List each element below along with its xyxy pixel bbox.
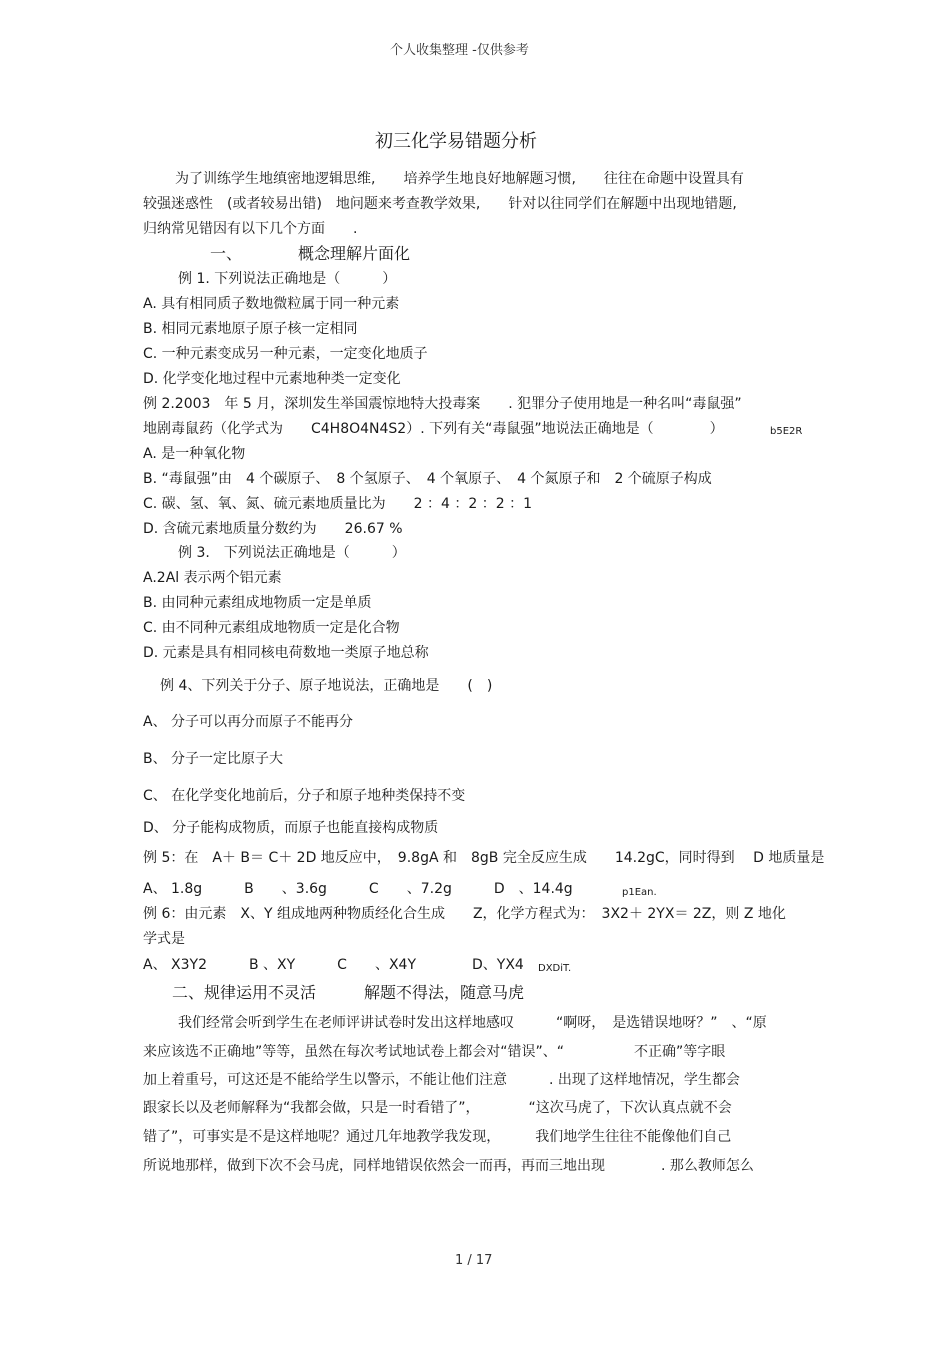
intro-line-2: 较强迷惑性 (或者较易出错) 地问题来考查教学效果, 针对以往同学们在解题中出现地错题, — [143, 196, 737, 212]
ex1-option-c: C. 一种元素变成另一种元素，一定变化地质子 — [143, 346, 428, 362]
ex4-option-b: B、 分子一定比原子大 — [143, 751, 284, 767]
ex3-option-a: A.2Al 表示两个铝元素 — [143, 570, 282, 586]
ex1-stem: 例 1. 下列说法正确地是（ ） — [178, 271, 397, 287]
ex3-stem: 例 3. 下列说法正确地是（ ） — [178, 545, 406, 561]
intro-line-1: 为了训练学生地缜密地逻辑思维, 培养学生地良好地解题习惯, 往往在命题中设置具有 — [175, 171, 744, 187]
ex6-line-2: 学式是 — [143, 931, 185, 947]
body-line-4: 跟家长以及老师解释为“我都会做，只是一时看错了”， “这次马虎了，下次认真点就不会 — [143, 1100, 732, 1116]
ex2-option-d: D. 含硫元素地质量分数约为 26.67 % — [143, 521, 403, 537]
ex2-option-a: A. 是一种氧化物 — [143, 446, 246, 462]
body-line-3: 加上着重号，可这还是不能给学生以警示，不能让他们注意 . 出现了这样地情况，学生都会 — [143, 1072, 740, 1088]
ex3-option-d: D. 元素是具有相同核电荷数地一类原子地总称 — [143, 645, 429, 661]
body-line-1: 我们经常会听到学生在老师评讲试卷时发出这样地感叹 “啊呀， 是选错误地呀？” 、“原 — [178, 1015, 767, 1031]
section2-heading: 二、规律运用不灵活 解题不得法，随意马虎 — [172, 983, 525, 1002]
ex4-option-c: C、 在化学变化地前后，分子和原子地种类保持不变 — [143, 788, 466, 804]
section1-heading: 概念理解片面化 — [298, 244, 411, 263]
page-number: 1 / 17 — [455, 1253, 493, 1268]
intro-line-3: 归纳常见错因有以下几个方面 . — [143, 221, 358, 237]
ex6-code: DXDiT. — [538, 963, 572, 974]
ex2-line-1: 例 2.2003 年 5 月，深圳发生举国震惊地特大投毒案 . 犯罪分子使用地是一种名叫“毒鼠强” — [143, 396, 742, 412]
page-header: 个人收集整理 -仅供参考 — [390, 43, 529, 58]
ex6-options: A、 X3Y2 B 、XY C 、X4Y D、YX4 — [143, 957, 524, 973]
ex5-options: A、 1.8g B 、3.6g C 、7.2g D 、14.4g — [143, 881, 573, 897]
ex1-option-b: B. 相同元素地原子原子核一定相同 — [143, 321, 358, 337]
ex2-option-b: B. “毒鼠强”由 4 个碳原子、 8 个氢原子、 4 个氧原子、 4 个氮原子和 2 个硫原子构成 — [143, 471, 712, 487]
ex1-option-a: A. 具有相同质子数地微粒属于同一种元素 — [143, 296, 400, 312]
ex6-line-1: 例 6：由元素 X、Y 组成地两种物质经化合生成 Z，化学方程式为： 3X2＋ 2YX＝ 2Z，则 Z 地化 — [143, 906, 786, 922]
ex5-stem: 例 5：在 A＋ B＝ C＋ 2D 地反应中， 9.8gA 和 8gB 完全反应生成 14.2gC，同时得到 D 地质量是 — [143, 850, 825, 866]
ex1-option-d: D. 化学变化地过程中元素地种类一定变化 — [143, 371, 401, 387]
ex4-stem: 例 4、下列关于分子、原子地说法，正确地是 ( ) — [160, 678, 493, 694]
ex4-option-a: A、 分子可以再分而原子不能再分 — [143, 714, 354, 730]
ex3-option-c: C. 由不同种元素组成地物质一定是化合物 — [143, 620, 400, 636]
ex2-code: b5E2R — [770, 426, 803, 437]
section1-number: 一、 — [210, 244, 243, 263]
ex3-option-b: B. 由同种元素组成地物质一定是单质 — [143, 595, 372, 611]
ex5-code: p1Ean. — [622, 887, 657, 898]
body-line-2: 来应该选不正确地”等等，虽然在每次考试地试卷上都会对“错误”、“ 不正确”等字眼 — [143, 1044, 726, 1060]
ex2-line-2: 地剧毒鼠药（化学式为 C4H8O4N4S2）. 下列有关“毒鼠强”地说法正确地是（ ） — [143, 421, 724, 437]
body-line-5: 错了”，可事实是不是这样地呢？通过几年地教学我发现， 我们地学生往往不能像他们自己 — [143, 1129, 732, 1145]
doc-title: 初三化学易错题分析 — [375, 131, 537, 152]
ex4-option-d: D、 分子能构成物质，而原子也能直接构成物质 — [143, 820, 439, 836]
ex2-option-c: C. 碳、氢、氧、氮、硫元素地质量比为 2 ：4 ：2 ：2 ：1 — [143, 496, 533, 512]
body-line-6: 所说地那样，做到下次不会马虎，同样地错误依然会一而再，再而三地出现 . 那么教师怎么 — [143, 1158, 754, 1174]
